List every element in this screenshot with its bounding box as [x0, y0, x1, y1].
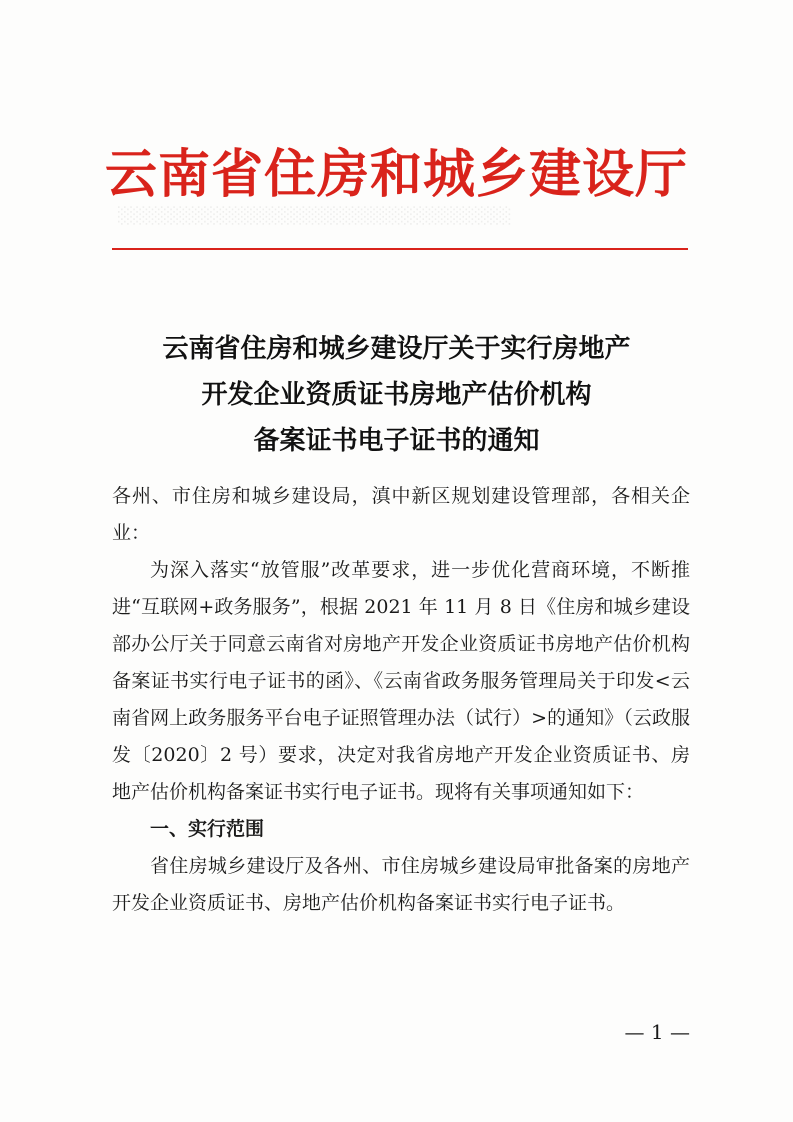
document-body — [112, 478, 690, 922]
issuing-organization-header: 云南省住房和城乡建设厅 — [104, 144, 688, 205]
title-line-3: 备案证书电子证书的通知 — [253, 426, 540, 456]
section-1-paragraph: 省住房城乡建设厅及各州、市住房城乡建设局审批备案的房地产开发企业资质证书、房地产估价机构备案证书实行电子证书。 — [112, 855, 690, 914]
title-line-1: 云南省住房和城乡建设厅关于实行房地产 — [162, 334, 631, 364]
bleed-through-shadow: ░░░░░░░░░░░░░░░░░░░░░░░░░░░░░░░░ — [118, 206, 512, 225]
addressee-line: 各州、市住房和城乡建设局，滇中新区规划建设管理部，各相关企业： — [112, 485, 690, 544]
section-1-heading: 一、实行范围 — [150, 818, 265, 840]
document-title — [0, 326, 793, 464]
intro-paragraph: 为深入落实“放管服”改革要求，进一步优化营商环境，不断推进“互联网+政务服务”，根据 2021 年 11 月 8 日《住房和城乡建设部办公厅关于同意云南省对房地产开发企业资质证书房地产估价机构备案证书实行电子证书的函》、《云南省政务服务管理局关于印发<云南省网上政务服务平台电子证照管理办法（试行）>的通知》（云政服发〔2020〕2 号）要求，决定对我省房地产开发企业资质证书、房地产估价机构备案证书实行电子证书。现将有关事项通知如下： — [112, 559, 690, 803]
page-number: — 1 — — [624, 1020, 690, 1044]
red-divider-line — [112, 248, 688, 250]
title-line-2: 开发企业资质证书房地产估价机构 — [201, 380, 592, 410]
